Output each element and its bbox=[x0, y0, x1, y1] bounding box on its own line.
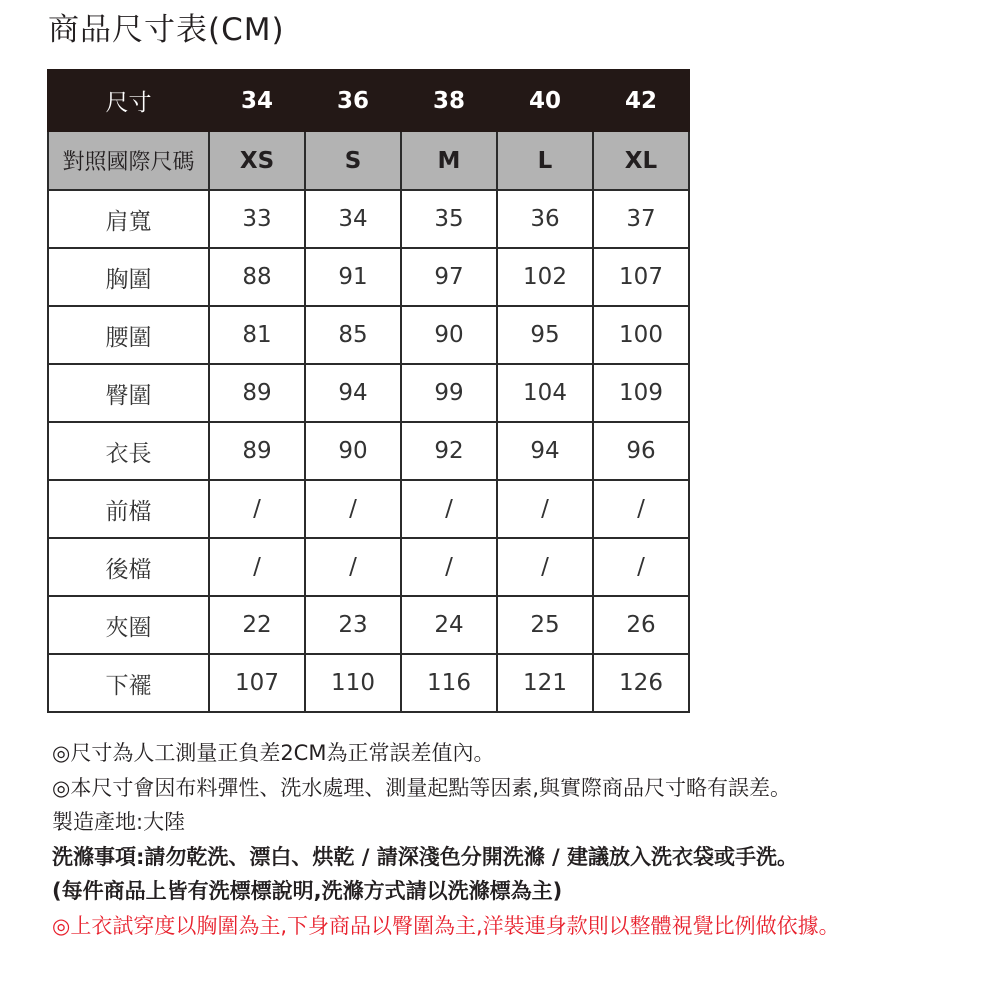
row-label: 臀圍 bbox=[48, 364, 209, 422]
table-row bbox=[48, 538, 689, 596]
size-header-cell: 34 bbox=[209, 70, 305, 131]
table-cell: 90 bbox=[305, 422, 401, 480]
table-cell: 100 bbox=[593, 306, 689, 364]
table-cell: / bbox=[497, 480, 593, 538]
table-cell: / bbox=[401, 480, 497, 538]
row-label: 衣長 bbox=[48, 422, 209, 480]
table-cell: 94 bbox=[497, 422, 593, 480]
table-cell: 107 bbox=[593, 248, 689, 306]
table-cell: / bbox=[305, 538, 401, 596]
table-row bbox=[48, 654, 689, 712]
table-cell: 121 bbox=[497, 654, 593, 712]
table-cell: 92 bbox=[401, 422, 497, 480]
table-cell: 34 bbox=[305, 190, 401, 248]
table-cell: 81 bbox=[209, 306, 305, 364]
table-cell: 104 bbox=[497, 364, 593, 422]
table-cell: 25 bbox=[497, 596, 593, 654]
table-cell: 102 bbox=[497, 248, 593, 306]
table-cell: / bbox=[401, 538, 497, 596]
row-label: 胸圍 bbox=[48, 248, 209, 306]
size-table bbox=[47, 69, 690, 713]
intl-size-cell: S bbox=[305, 131, 401, 190]
table-cell: 116 bbox=[401, 654, 497, 712]
table-cell: / bbox=[593, 480, 689, 538]
origin-note: 製造產地:大陸 bbox=[52, 810, 186, 834]
table-cell: 85 bbox=[305, 306, 401, 364]
table-cell: 37 bbox=[593, 190, 689, 248]
difference-note: ◎本尺寸會因布料彈性、洗水處理、測量起點等因素,與實際商品尺寸略有誤差。 bbox=[52, 775, 791, 800]
measure-note: ◎尺寸為人工測量正負差2CM為正常誤差值內。 bbox=[52, 741, 495, 765]
wash-instructions: 洗滌事項:請勿乾洗、漂白、烘乾 / 請深淺色分開洗滌 / 建議放入洗衣袋或手洗。 bbox=[52, 844, 798, 869]
table-cell: 89 bbox=[209, 422, 305, 480]
intl-size-row bbox=[48, 131, 689, 190]
table-cell: / bbox=[209, 538, 305, 596]
intl-size-cell: XL bbox=[593, 131, 689, 190]
table-cell: 24 bbox=[401, 596, 497, 654]
table-cell: 88 bbox=[209, 248, 305, 306]
size-header-label: 尺寸 bbox=[48, 70, 209, 131]
table-cell: 110 bbox=[305, 654, 401, 712]
size-header-cell: 36 bbox=[305, 70, 401, 131]
table-cell: 36 bbox=[497, 190, 593, 248]
table-cell: / bbox=[497, 538, 593, 596]
fit-note: ◎上衣試穿度以胸圍為主,下身商品以臀圍為主,洋裝連身款則以整體視覺比例做依據。 bbox=[52, 913, 840, 938]
table-row bbox=[48, 248, 689, 306]
table-cell: 26 bbox=[593, 596, 689, 654]
table-cell: / bbox=[209, 480, 305, 538]
table-row bbox=[48, 190, 689, 248]
intl-size-cell: L bbox=[497, 131, 593, 190]
table-row bbox=[48, 422, 689, 480]
table-cell: 33 bbox=[209, 190, 305, 248]
row-label: 前檔 bbox=[48, 480, 209, 538]
page-title: 商品尺寸表(CM) bbox=[48, 12, 285, 48]
size-header-cell: 40 bbox=[497, 70, 593, 131]
row-label: 下襬 bbox=[48, 654, 209, 712]
table-cell: 107 bbox=[209, 654, 305, 712]
size-header-cell: 38 bbox=[401, 70, 497, 131]
table-cell: 97 bbox=[401, 248, 497, 306]
table-cell: / bbox=[593, 538, 689, 596]
table-cell: 23 bbox=[305, 596, 401, 654]
table-row bbox=[48, 364, 689, 422]
size-header-cell: 42 bbox=[593, 70, 689, 131]
table-cell: / bbox=[305, 480, 401, 538]
table-cell: 22 bbox=[209, 596, 305, 654]
size-header-row bbox=[48, 70, 689, 131]
wash-tag-note: (每件商品上皆有洗標標說明,洗滌方式請以洗滌標為主) bbox=[52, 879, 563, 903]
table-cell: 90 bbox=[401, 306, 497, 364]
intl-size-cell: M bbox=[401, 131, 497, 190]
table-row bbox=[48, 480, 689, 538]
table-cell: 94 bbox=[305, 364, 401, 422]
row-label: 夾圈 bbox=[48, 596, 209, 654]
table-cell: 89 bbox=[209, 364, 305, 422]
row-label: 肩寬 bbox=[48, 190, 209, 248]
table-cell: 91 bbox=[305, 248, 401, 306]
table-cell: 109 bbox=[593, 364, 689, 422]
table-row bbox=[48, 306, 689, 364]
notes-section bbox=[52, 736, 982, 943]
table-cell: 35 bbox=[401, 190, 497, 248]
table-cell: 99 bbox=[401, 364, 497, 422]
table-cell: 95 bbox=[497, 306, 593, 364]
row-label: 腰圍 bbox=[48, 306, 209, 364]
table-cell: 96 bbox=[593, 422, 689, 480]
table-cell: 126 bbox=[593, 654, 689, 712]
intl-size-label: 對照國際尺碼 bbox=[48, 131, 209, 190]
row-label: 後檔 bbox=[48, 538, 209, 596]
intl-size-cell: XS bbox=[209, 131, 305, 190]
table-row bbox=[48, 596, 689, 654]
